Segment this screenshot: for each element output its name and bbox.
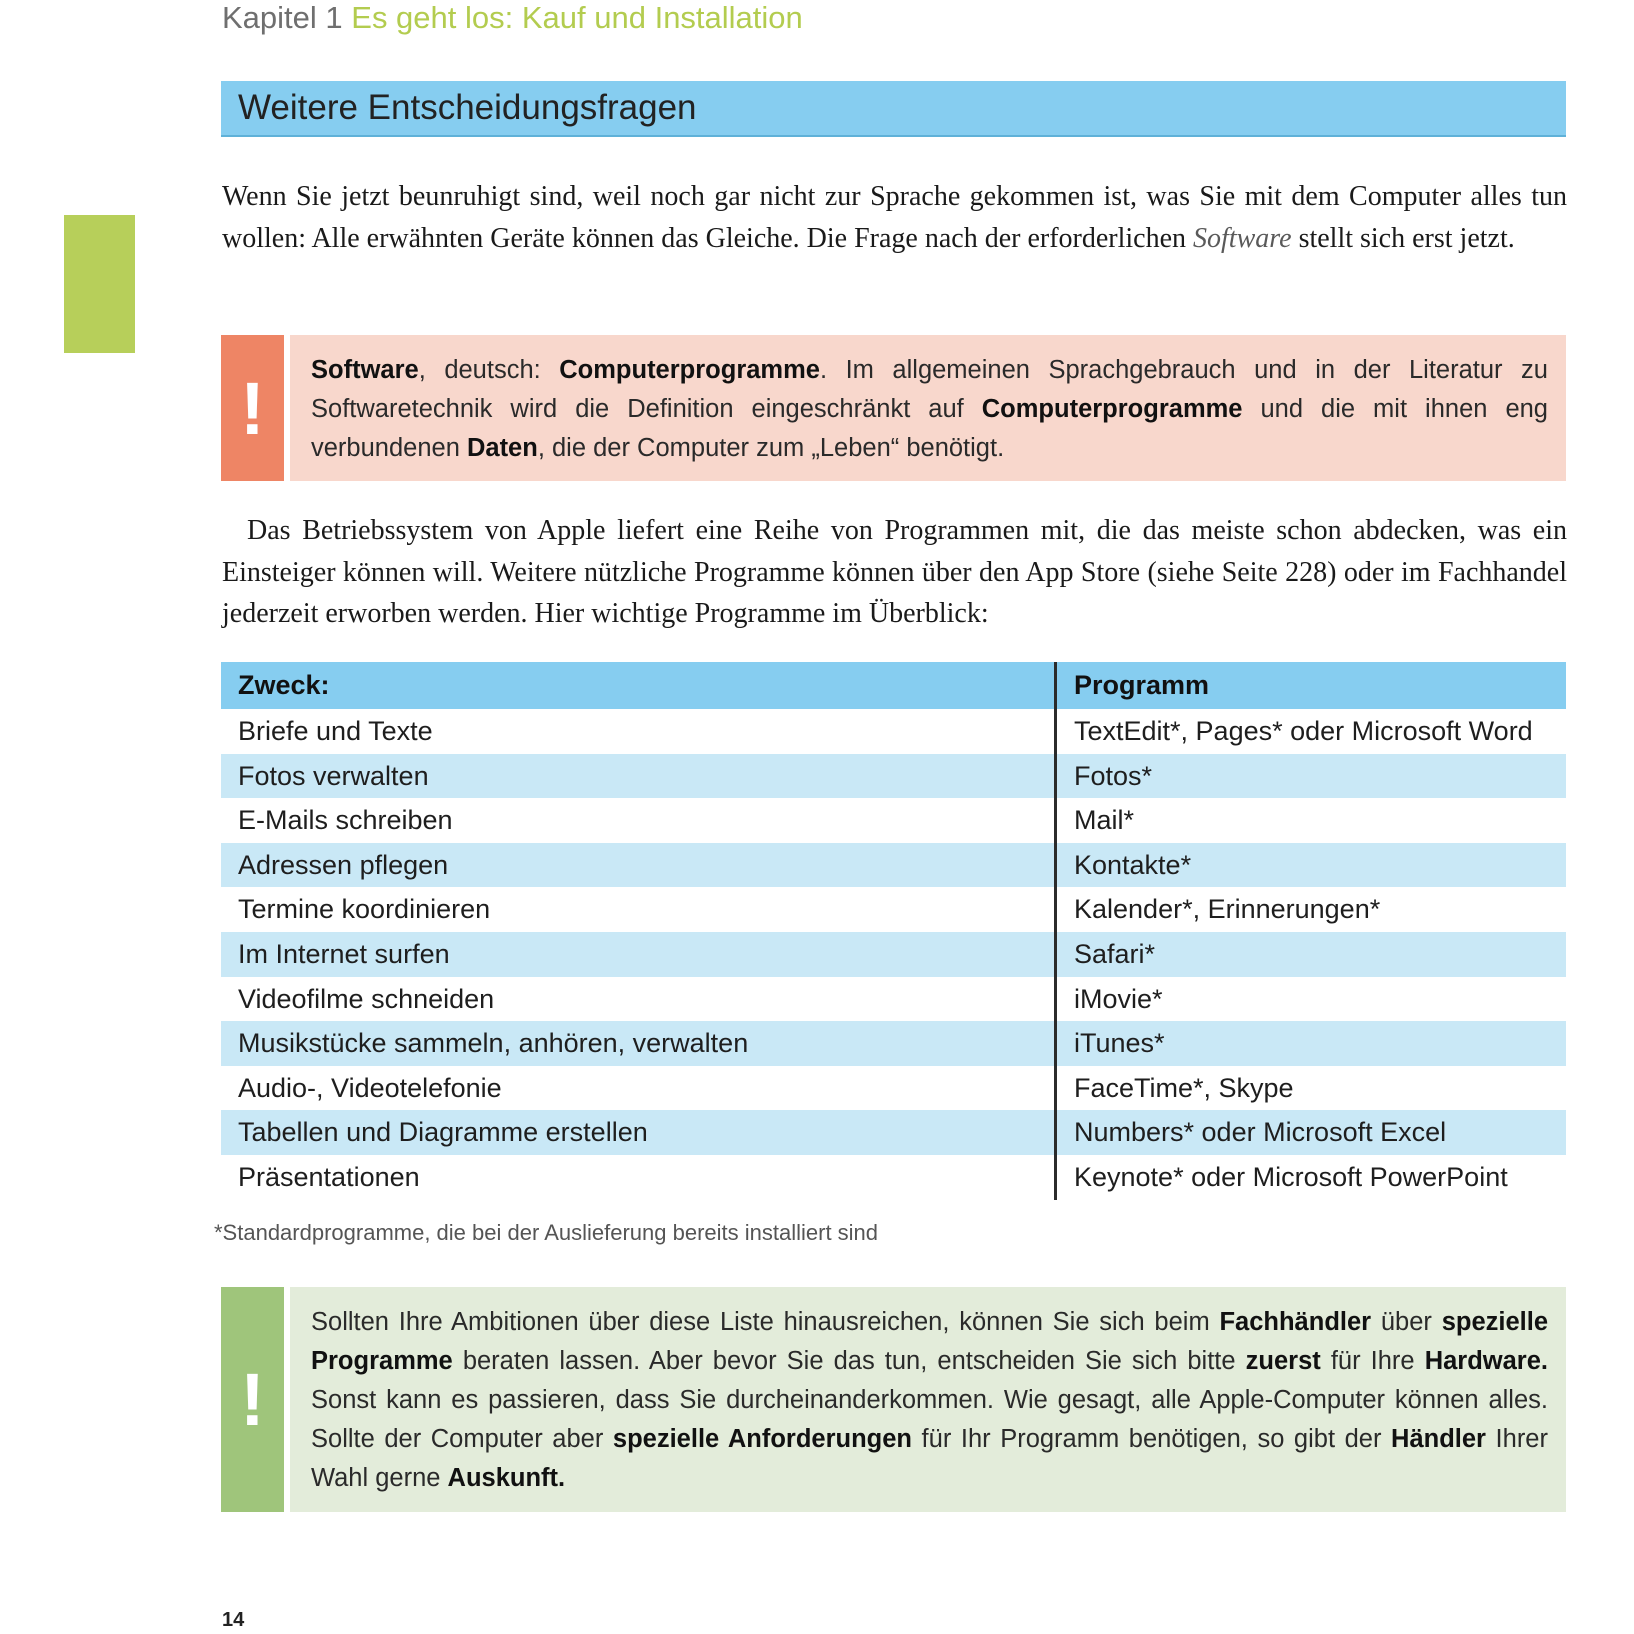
hint-text-7: Ihrer Wahl gerne — [311, 1425, 1548, 1492]
purpose-cell: Präsentationen — [221, 1155, 1057, 1200]
table-row — [221, 1021, 1566, 1066]
exclamation-icon: ! — [221, 335, 284, 481]
term-software: Software — [311, 356, 419, 384]
running-head — [222, 0, 803, 36]
program-cell: Numbers* oder Microsoft Excel — [1074, 1117, 1447, 1148]
purpose-cell: Tabellen und Diagramme erstellen — [221, 1110, 1057, 1155]
program-table — [221, 662, 1566, 1200]
software-emphasis: Software — [1193, 222, 1292, 254]
program-cell: Fotos* — [1074, 760, 1153, 791]
section-heading-bar — [221, 81, 1566, 137]
program-cell: iTunes* — [1074, 1028, 1165, 1059]
hint-text-6: für Ihr Programm benötigen, so gibt der — [911, 1425, 1392, 1453]
table-row — [221, 1066, 1566, 1111]
program-cell: Safari* — [1074, 938, 1156, 969]
table-row — [221, 977, 1566, 1022]
hint-text-3: beraten lassen. Aber bevor Sie das tun, entscheiden Sie sich bitte — [452, 1347, 1246, 1375]
purpose-cell: Adressen pflegen — [221, 843, 1057, 888]
header-program: Programm — [1074, 670, 1210, 700]
overview-paragraph: Das Betriebssystem von Apple liefert eine Reihe von Programmen mit, die das meiste schon abdecken, was ein Einsteiger können will. Weitere nützliche Programme können über den App Store (siehe Seite 228) oder im Fachhandel jederzeit erworben werden. Hier wichtige Programme im Überblick: — [222, 515, 1567, 629]
info-text-1: , deutsch: — [418, 356, 560, 384]
intro-paragraph — [222, 176, 1567, 259]
table-row — [221, 798, 1566, 843]
table-row — [221, 1110, 1566, 1155]
program-cell: Kalender*, Erinnerungen* — [1074, 894, 1381, 925]
term-auskunft: Auskunft. — [447, 1464, 566, 1492]
purpose-cell: Fotos verwalten — [221, 754, 1057, 799]
page-number: 14 — [222, 1609, 245, 1631]
purpose-cell: Audio-, Videotelefonie — [221, 1066, 1057, 1111]
table-row — [221, 843, 1566, 888]
purpose-cell: E-Mails schreiben — [221, 798, 1057, 843]
info-box — [221, 335, 1566, 481]
intro-text-end: stellt sich erst jetzt. — [1298, 222, 1515, 254]
table-row — [221, 1155, 1566, 1200]
hint-text-5: Sonst kann es passieren, dass Sie durcheinanderkommen. Wie gesagt, alle Apple-Computer können alles. Sollte der Computer aber — [311, 1386, 1548, 1453]
table-footnote: *Standardprogramme, die bei der Auslieferung bereits installiert sind — [214, 1220, 879, 1245]
table-row — [221, 754, 1566, 799]
chapter-side-tab — [64, 215, 135, 353]
program-cell: Mail* — [1074, 805, 1135, 836]
hint-text-2: über — [1371, 1308, 1442, 1336]
exclamation-icon: ! — [221, 1287, 284, 1512]
program-cell: Kontakte* — [1074, 849, 1192, 880]
table-row — [221, 709, 1566, 754]
purpose-cell: Briefe und Texte — [221, 709, 1057, 754]
program-cell: iMovie* — [1074, 983, 1163, 1014]
purpose-cell: Im Internet surfen — [221, 932, 1057, 977]
term-fachhaendler: Fachhändler — [1219, 1308, 1372, 1336]
purpose-cell: Videofilme schneiden — [221, 977, 1057, 1022]
hint-box-text — [290, 1287, 1566, 1512]
chapter-title: Es geht los: Kauf und Installation — [351, 0, 803, 35]
info-text-4: , die der Computer zum „Leben“ benötigt. — [537, 434, 1005, 462]
program-cell: Keynote* oder Microsoft PowerPoint — [1074, 1161, 1508, 1192]
info-box-text — [290, 335, 1566, 481]
term-computerprogramme-2: Computerprogramme — [981, 395, 1243, 423]
term-spezielle-programme: spezielle Programme — [311, 1308, 1548, 1375]
hint-text-1: Sollten Ihre Ambitionen über diese Liste hinausreichen, können Sie sich beim — [311, 1308, 1220, 1336]
program-cell: TextEdit*, Pages* oder Microsoft Word — [1074, 716, 1533, 746]
term-hardware: Hardware. — [1424, 1347, 1548, 1375]
hint-box — [221, 1287, 1566, 1512]
purpose-cell: Musikstücke sammeln, anhören, verwalten — [221, 1021, 1057, 1066]
term-haendler: Händler — [1391, 1425, 1486, 1453]
header-purpose: Zweck: — [221, 662, 1057, 709]
chapter-label: Kapitel 1 — [222, 0, 343, 35]
purpose-cell: Termine koordinieren — [221, 887, 1057, 932]
term-spezielle-anforderungen: spezielle Anforderungen — [612, 1425, 912, 1453]
info-text-2: . Im allgemeinen Sprachgebrauch und in der Literatur zu Softwaretechnik wird die Definition eingeschränkt auf — [311, 356, 1548, 423]
table-row — [221, 932, 1566, 977]
program-cell: FaceTime*, Skype — [1074, 1072, 1294, 1103]
term-zuerst: zuerst — [1245, 1347, 1321, 1375]
intro-text: Wenn Sie jetzt beunruhigt sind, weil noch gar nicht zur Sprache gekommen ist, was Sie mit dem Computer alles tun wollen: Alle erwähnten Geräte können das Gleiche. Die Frage nach der erforderlichen — [222, 181, 1567, 254]
section-title: Weitere Entscheidungsfragen — [238, 88, 697, 127]
term-computerprogramme: Computerprogramme — [559, 356, 820, 384]
info-text-3: und die mit ihnen eng verbundenen — [311, 395, 1548, 462]
table-header-row — [221, 662, 1566, 709]
term-daten: Daten — [466, 434, 538, 462]
hint-text-4: für Ihre — [1320, 1347, 1425, 1375]
table-row — [221, 887, 1566, 932]
